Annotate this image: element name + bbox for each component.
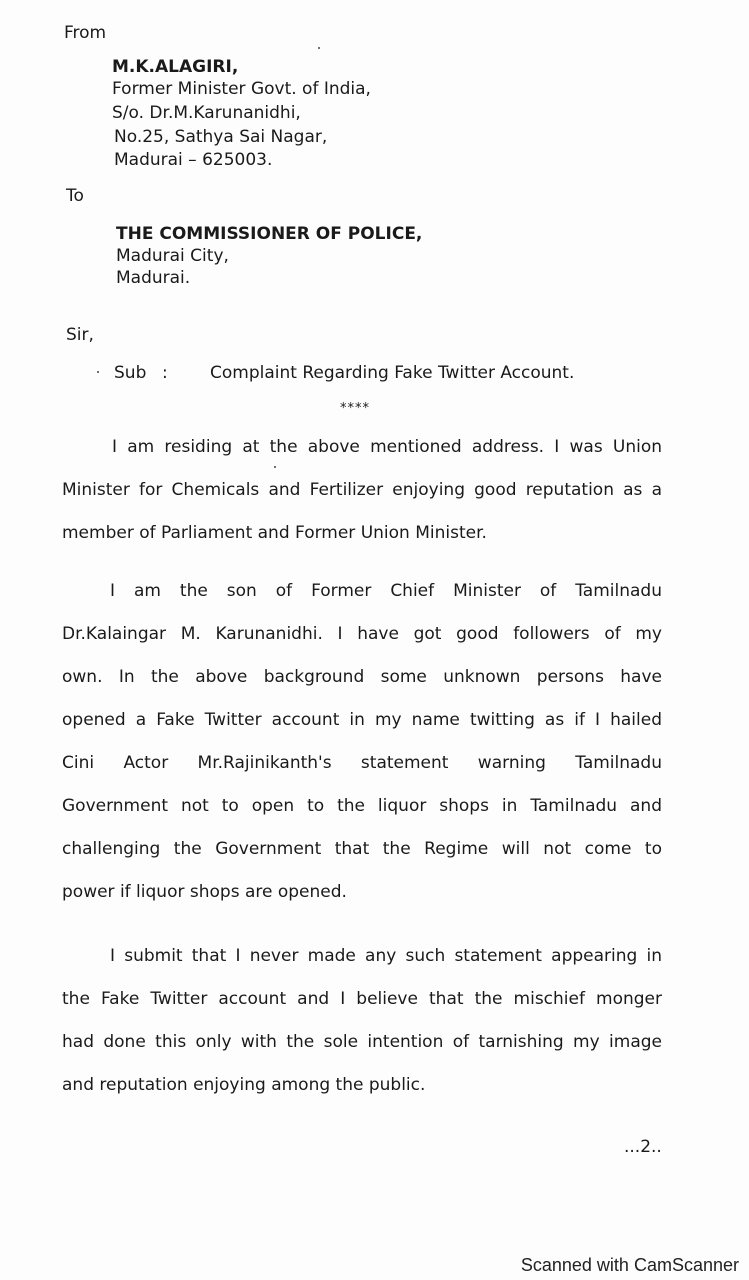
salutation: Sir, [66, 325, 94, 345]
to-label: To [66, 186, 84, 206]
subject-label: Sub [114, 363, 147, 383]
paragraph-line: own. In the above background some unknown persons have [62, 667, 662, 687]
separator: **** [340, 401, 370, 416]
paragraph-line: Minister for Chemicals and Fertilizer enjoying good reputation as a [62, 480, 662, 500]
subject-text: Complaint Regarding Fake Twitter Account. [210, 363, 575, 383]
paragraph [62, 426, 662, 555]
paragraph-line: and reputation enjoying among the public. [62, 1075, 426, 1095]
sender-line: Former Minister Govt. of India, [112, 79, 371, 99]
paragraph-line: the Fake Twitter account and I believe that the mischief monger [62, 989, 662, 1009]
from-label: From [64, 23, 107, 43]
paragraph-line: I am residing at the above mentioned address. I was Union [112, 437, 662, 457]
recipient-line: Madurai City, [116, 246, 229, 266]
camscanner-watermark: Scanned with CamScanner [520, 1255, 739, 1275]
paragraph-line: I submit that I never made any such statement appearing in [110, 946, 662, 966]
scan-speck [318, 47, 320, 49]
sender-line: Madurai – 625003. [114, 150, 273, 170]
sender-line: S/o. Dr.M.Karunanidhi, [112, 103, 301, 123]
recipient-line: Madurai. [116, 268, 191, 288]
paragraph [62, 570, 662, 914]
scan-speck [274, 466, 276, 468]
scan-speck [97, 371, 99, 373]
paragraph-line: opened a Fake Twitter account in my name twitting as if I hailed [62, 710, 662, 730]
paragraph-line: Government not to open to the liquor shops in Tamilnadu and [62, 796, 662, 816]
paragraph-line: challenging the Government that the Regime will not come to [62, 839, 662, 859]
paragraph [62, 935, 662, 1107]
page-continuation: ...2.. [624, 1137, 662, 1157]
paragraph-line: member of Parliament and Former Union Minister. [62, 523, 487, 543]
sender-line: No.25, Sathya Sai Nagar, [114, 127, 328, 147]
recipient-name: THE COMMISSIONER OF POLICE, [116, 224, 423, 244]
subject-colon: : [162, 363, 168, 383]
paragraph-line: Dr.Kalaingar M. Karunanidhi. I have got good followers of my [62, 624, 662, 644]
paragraph-line: I am the son of Former Chief Minister of Tamilnadu [110, 581, 662, 601]
paragraph-line: Cini Actor Mr.Rajinikanth's statement warning Tamilnadu [62, 753, 662, 773]
paragraph-line: had done this only with the sole intention of tarnishing my image [62, 1032, 662, 1052]
paragraph-line: power if liquor shops are opened. [62, 882, 347, 902]
sender-name: M.K.ALAGIRI, [112, 57, 239, 77]
